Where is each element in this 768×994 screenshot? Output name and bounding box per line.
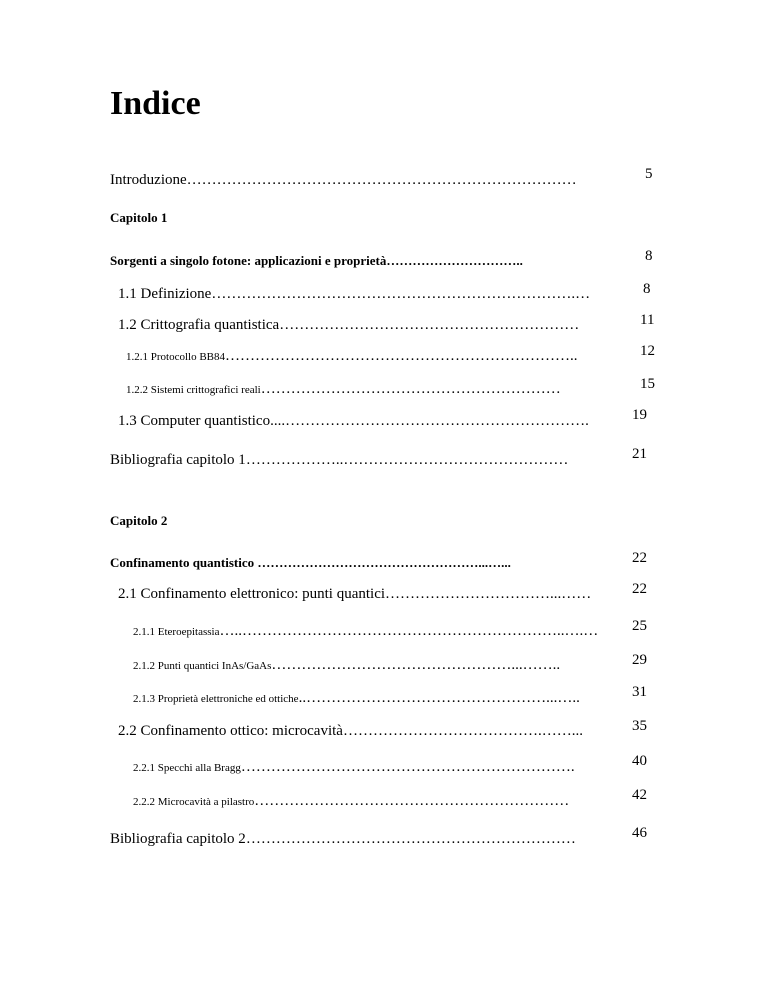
toc-entry-2-2-2[interactable] (133, 791, 632, 812)
toc-leader: ……………………………...…… (385, 586, 592, 602)
toc-entry-2-1-1[interactable] (133, 621, 632, 642)
toc-page-number: 12 (640, 343, 655, 359)
toc-entry-1-1[interactable] (118, 284, 643, 304)
toc-entry-1-2-2[interactable] (126, 379, 640, 400)
toc-entry-2-1-3[interactable] (133, 688, 632, 709)
toc-entry-text: 1.2 Crittografia quantistica (118, 317, 280, 333)
chapter-heading-2: Capitolo 2 (110, 513, 168, 528)
toc-page-number: 19 (632, 407, 647, 423)
toc-entry-text: 1.2.2 Sistemi crittografici reali (126, 384, 261, 396)
toc-entry-text: 2.2.1 Specchi alla Bragg (133, 762, 241, 774)
page-title: Indice (110, 85, 201, 122)
toc-leader: …………………………………………...…….. (271, 657, 561, 673)
toc-leader: …………………………………………………………………… (186, 172, 577, 188)
toc-entry-1-2-1[interactable] (126, 346, 640, 367)
toc-entry-text: Bibliografia capitolo 1 (110, 452, 246, 468)
toc-page-number: 42 (632, 787, 647, 803)
toc-leader: …..………………………………………………………..….… (219, 623, 599, 639)
toc-entry-text: 2.1.1 Eteroepitassia (133, 626, 220, 638)
toc-leader: ……………………………………………………… (254, 793, 570, 809)
toc-leader: ..…………………………………………...….. (298, 690, 580, 706)
toc-page-number: 8 (645, 248, 653, 264)
toc-leader: …………………………………………………… (279, 317, 580, 333)
toc-page-number: 22 (632, 581, 647, 597)
toc-page-number: 5 (645, 166, 653, 182)
toc-entry-text: 2.1 Confinamento elettronico: punti quantici (118, 586, 386, 602)
toc-leader: …………………………………………………… (260, 381, 561, 397)
toc-entry-sorgenti[interactable] (110, 251, 640, 271)
toc-leader: ………………………………………………………… (245, 831, 576, 847)
toc-entry-2-1[interactable] (118, 584, 632, 604)
toc-entry-text: 1.3 Computer quantistico (118, 413, 271, 429)
toc-leader: ………………..……………………………………… (245, 452, 569, 468)
toc-entry-1-3[interactable] (118, 411, 632, 431)
toc-page-number: 11 (640, 312, 655, 328)
toc-entry-text: 1.1 Definizione (118, 286, 212, 302)
toc-entry-text: Introduzione (110, 172, 187, 188)
toc-page-number: 25 (632, 618, 647, 634)
toc-page-number: 40 (632, 753, 647, 769)
toc-entry-text: 2.2 Confinamento ottico: microcavità (118, 723, 343, 739)
toc-entry-2-2[interactable] (118, 721, 632, 741)
toc-page-number: 46 (632, 825, 647, 841)
toc-leader: ………………………………….……... (342, 723, 583, 739)
toc-entry-confinamento[interactable] (110, 553, 632, 573)
toc-entry-introduzione[interactable] (110, 170, 640, 190)
toc-leader: …………………………………………………………. (240, 759, 575, 775)
toc-page-number: 15 (640, 376, 655, 392)
toc-entry-2-1-2[interactable] (133, 655, 632, 676)
toc-leader: ……………………………………………………………….… (211, 286, 591, 302)
toc-page-number: 35 (632, 718, 647, 734)
toc-leader: ....……………………………………………………. (270, 413, 589, 429)
toc-entry-text: 2.1.3 Proprietà elettroniche ed ottiche (133, 693, 299, 705)
toc-page-number: 29 (632, 652, 647, 668)
toc-entry-bibliografia-2[interactable] (110, 829, 595, 849)
toc-page-number: 8 (643, 281, 651, 297)
toc-entry-text: 2.2.2 Microcavità a pilastro (133, 796, 255, 808)
toc-entry-text: 1.2.1 Protocollo BB84 (126, 351, 226, 363)
toc-leader: …………………………………………………………….. (225, 348, 578, 364)
toc-entry-text: Sorgenti a singolo fotone: applicazioni e proprietà (110, 253, 387, 268)
toc-entry-text: Confinamento quantistico (110, 555, 255, 570)
toc-page-number: 31 (632, 684, 647, 700)
toc-entry-bibliografia-1[interactable] (110, 450, 632, 470)
toc-entry-text: Bibliografia capitolo 2 (110, 831, 246, 847)
toc-page-number: 22 (632, 550, 647, 566)
toc-entry-2-2-1[interactable] (133, 757, 632, 778)
toc-leader: ………………………….. (386, 253, 523, 268)
toc-entry-text: 2.1.2 Punti quantici InAs/GaAs (133, 660, 272, 672)
chapter-heading-1: Capitolo 1 (110, 210, 168, 225)
toc-leader: ……………………………………………...…... (254, 555, 511, 570)
toc-entry-1-2[interactable] (118, 315, 640, 335)
toc-page-number: 21 (632, 446, 647, 462)
